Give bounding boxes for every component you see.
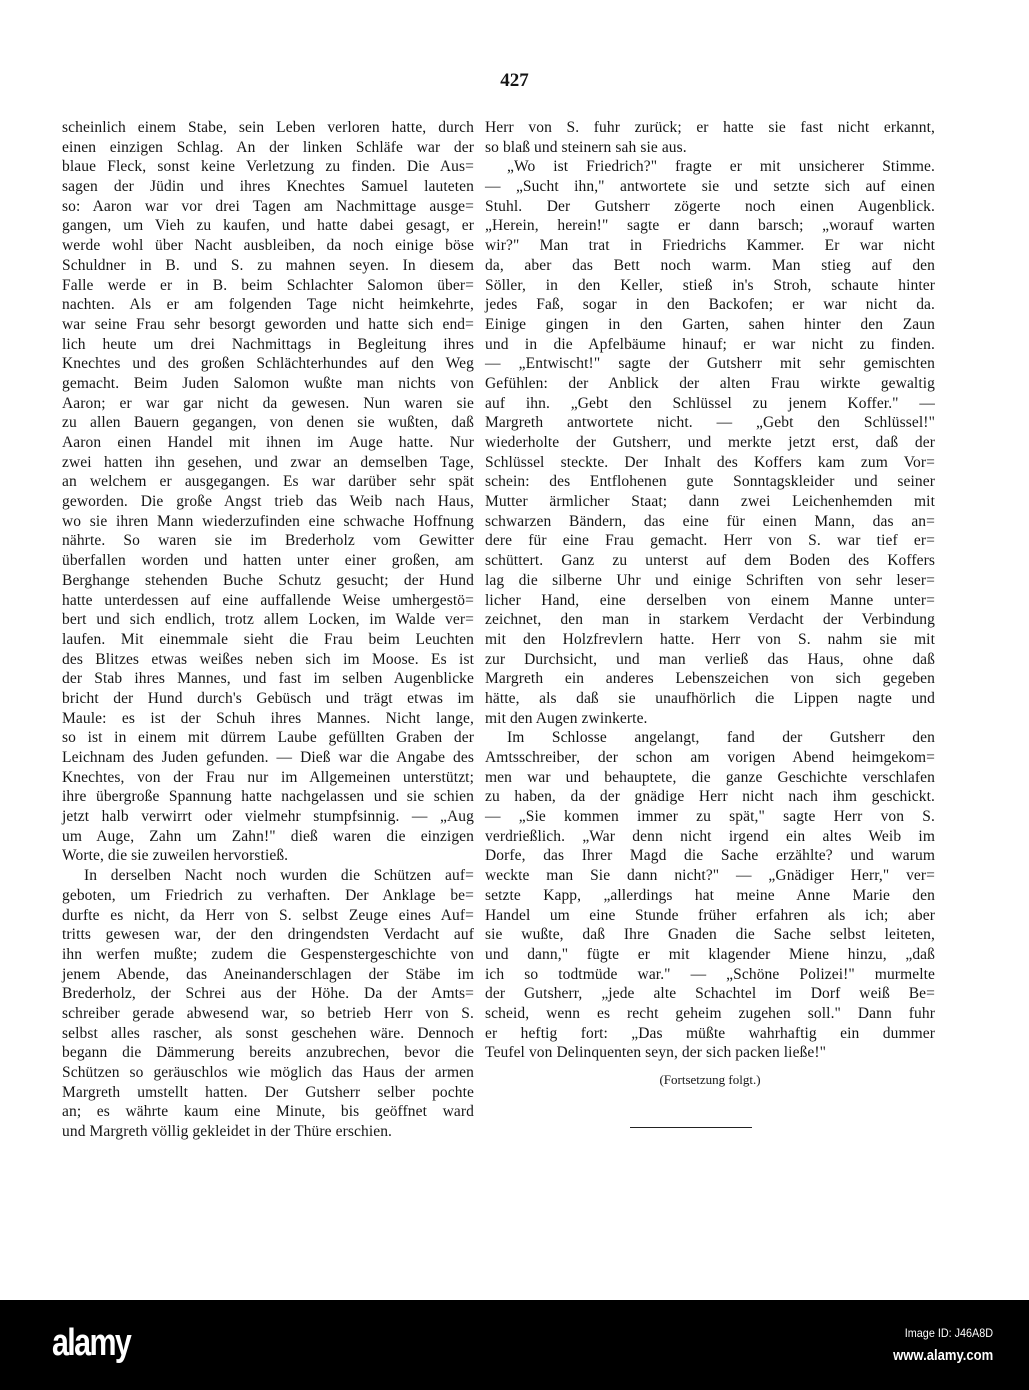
text-line: zwei hatten ihn gesehen, und zwar an demselben Tage,: [62, 453, 474, 471]
text-line: Maule: es ist der Schuh ihres Mannes. Nicht lange,: [62, 709, 474, 727]
continued-note: (Fortsetzung folgt.): [659, 1072, 761, 1087]
text-line: Schlüssel steckte. Der Inhalt des Koffers kam zum Vor=: [485, 453, 935, 471]
text-line: Dorfe, das Ihrer Magd die Sache erzählte? und warum: [485, 847, 935, 865]
text-line: jenem Abende, das Aneinanderschlagen der Stäbe im: [62, 965, 474, 983]
text-line: hatte unterdessen auf eine auffallende Weise umhergestö=: [62, 591, 474, 609]
paragraph: [485, 118, 935, 157]
text-line: tritts gewesen war, der den dringendsten Verdacht auf: [62, 926, 474, 944]
text-line: jedes Faß, sogar in den Backofen; er war nicht da.: [485, 296, 935, 314]
text-line: geboten, um Friedrich zu verhaften. Der Anklage be=: [62, 886, 474, 904]
text-line: sagen der Jüdin und ihres Knechtes Samuel lauteten: [62, 178, 474, 196]
end-rule-divider: [630, 1127, 752, 1128]
right-column: [485, 118, 935, 1063]
text-line: wir?" Man trat in Friedrichs Kammer. Er war nicht: [485, 237, 935, 255]
text-line: selbst alles rascher, als sonst geschehen wäre. Dennoch: [62, 1024, 474, 1042]
text-line: Stuhl. Der Gutsherr zögerte noch einen Augenblick.: [485, 197, 935, 215]
text-line: und in die Apfelbäume hinauf; er war nicht zu finden.: [485, 335, 935, 353]
text-line: der Gutsherr, „jede alte Schachtel im Dorf weiß Be=: [485, 985, 935, 1003]
text-line: da, aber das Bett noch warm. Man stieg auf den: [485, 256, 935, 274]
text-line: zur Durchsicht, und man verließ das Haus, ohne daß: [485, 650, 935, 668]
text-line: Amtsschreiber, der schon am vorigen Abend heimgekom=: [485, 749, 935, 766]
text-line: wiederholte der Gutsherr, und merkte jetzt erst, daß der: [485, 434, 935, 451]
text-line: blaue Fleck, sonst keine Verletzung zu finden. Die Aus=: [62, 158, 474, 176]
text-line: hätte, als daß sie unaufhörlich die Lippen nagte und: [485, 689, 935, 707]
text-line: an; es währte kaum eine Minute, bis geöffnet ward: [62, 1103, 474, 1121]
text-line: lag die silberne Uhr und einige Schriften von sehr leser=: [485, 571, 935, 589]
text-line: so ist in einem mit dürrem Laube gefüllten Graben der: [62, 729, 474, 747]
text-line: setzte Kapp, „allerdings hat meine Anne Marie den: [485, 886, 935, 904]
text-line: laufen. Mit einemmale sieht die Frau beim Leuchten: [62, 630, 474, 648]
text-line: gemacht. Beim Juden Salomon wußte man nichts von: [62, 374, 474, 392]
text-line: Schuldner in B. und S. zu mahnen seyen. In diesem: [62, 256, 474, 274]
text-line: — „Entwischt!" sagte der Gutsherr mit sehr gemischten: [485, 355, 935, 373]
text-line: werde wohl über Nacht ausbleiben, da noch einige böse: [62, 237, 474, 255]
text-line: zu haben, da der gnädige Herr nicht nach ihm geschickt.: [485, 788, 935, 806]
alamy-logo: alamy: [52, 1322, 131, 1364]
text-line: nachten. Als er am folgenden Tage nicht heimkehrte,: [62, 296, 474, 314]
text-line: er heftig fort: „Das müßte wahrhaftig ein dummer: [485, 1024, 935, 1042]
text-line: gangen, um Vieh zu kaufen, und hatte dabei gesagt, er: [62, 217, 474, 235]
text-line: bert und sich endlich, trotz allem Locken, im Walde ver=: [62, 611, 474, 629]
site-url: www.alamy.com: [892, 1348, 993, 1364]
text-line: wo sie ihren Mann wiederzufinden eine schwache Hoffnung: [62, 512, 474, 530]
text-line: scheid, wenn es recht geheim zugehen soll." Dann fuhr: [485, 1004, 935, 1022]
text-line: und Margreth völlig gekleidet in der Thüre erschien.: [62, 1123, 393, 1141]
paragraph: [62, 866, 474, 1142]
text-line: mit den Augen zwinkerte.: [485, 709, 648, 727]
text-line: Handel um eine Stunde früher erfahren als ich; aber: [485, 906, 935, 924]
paragraph: [62, 118, 474, 866]
text-line: jetzt halb verwirrt oder vielmehr stumpfsinnig. — „Aug: [62, 808, 474, 826]
text-line: Schützen so geräuschlos wie möglich das Haus der armen: [62, 1064, 474, 1081]
text-line: dere für eine Frau gemacht. Herr von S. war tief er=: [485, 532, 935, 550]
text-line: Falle werde er in B. beim Schlachter Salomon über=: [62, 276, 474, 294]
text-line: schreiber gerade abwesend war, so betrieb Herr von S.: [62, 1004, 474, 1022]
text-line: des Blitzes etwas weißes neben sich im Moose. Es ist: [62, 650, 474, 668]
text-line: — „Sie kommen immer zu spät," sagte Herr von S.: [485, 808, 935, 826]
text-line: Aaron einen Handel mit ihnen im Auge hatte. Nur: [62, 434, 474, 451]
text-line: überfallen worden und hatten unter einer großen, am: [62, 552, 474, 570]
text-line: lich heute um drei Nachmittags in Begleitung ihres: [62, 335, 474, 353]
text-line: Brederholz, der Schrei aus der Höhe. Da der Amts=: [62, 985, 474, 1003]
text-line: nährte. So waren sie im Brederholz vom Gewitter: [62, 532, 474, 550]
text-line: Herr von S. fuhr zurück; er hatte sie fast nicht erkannt,: [485, 119, 935, 136]
text-line: ihn werfen mußte; zudem die Gespenstergeschichte von: [62, 945, 474, 963]
text-line: so blaß und steinern sah sie aus.: [485, 138, 687, 156]
text-line: Margreth antwortete nicht. — „Gebt den Schlüssel!": [485, 414, 935, 432]
text-line: schein: des Entflohenen gute Sonntagskleider und seiner: [485, 473, 935, 491]
text-line: scheinlich einem Stabe, sein Leben verloren hatte, durch: [62, 119, 474, 136]
text-line: einen einzigen Schlag. An der linken Schläfe war der: [62, 138, 474, 156]
text-line: mit den Holzfrevlern hatte. Herr von S. nahm sie mit: [485, 630, 935, 648]
text-line: so: Aaron war vor drei Tagen am Nachmittage ausge=: [62, 197, 474, 215]
left-column: [62, 118, 474, 1142]
text-line: auf ihn. „Gebt den Schlüssel zu jenem Koffer." —: [485, 394, 935, 412]
text-line: Knechtes, von der Frau nur im Allgemeinen unterstützt;: [62, 768, 474, 786]
text-line: Im Schlosse angelangt, fand der Gutsherr den: [507, 729, 935, 747]
text-line: bricht der Hund durch's Gebüsch und trägt etwas im: [62, 689, 474, 707]
text-line: um Auge, Zahn um Zahn!" dieß waren die einzigen: [62, 827, 474, 845]
text-line: licher Hand, eine derselben von einem Manne unter=: [485, 591, 935, 609]
text-line: — „Sucht ihn," antwortete sie und setzte sich auf einen: [485, 178, 935, 196]
text-line: zu allen Bauern gegangen, von denen sie wußten, daß: [62, 414, 474, 432]
text-line: zeichnet, den man in starkem Verdacht der Verbindung: [485, 611, 935, 629]
text-line: geworden. Die große Angst trieb das Weib nach Haus,: [62, 493, 474, 511]
text-line: Leichnam des Juden gefunden. — Dieß war die Angabe des: [62, 749, 474, 766]
paragraph: [485, 728, 935, 1063]
watermark-footer-bar: [0, 1300, 1029, 1390]
text-line: verdrießlich. „War denn nicht irgend ein altes Weib im: [485, 827, 935, 845]
text-line: Söller, in den Keller, stieß in's Stroh, schaute hinter: [485, 276, 935, 294]
text-line: war seine Frau sehr besorgt geworden und hatte sich end=: [62, 315, 474, 333]
text-line: an welchem er ausgegangen. Es war darüber sehr spät: [62, 473, 474, 491]
text-line: begann die Dämmerung bereits anzubrechen, bevor die: [62, 1044, 474, 1062]
text-line: „Wo ist Friedrich?" fragte er mit unsicherer Stimme.: [507, 158, 935, 176]
image-id-label: Image ID: J46A8D: [904, 1326, 993, 1340]
text-line: Margreth umstellt hatten. Der Gutsherr selber pochte: [62, 1083, 474, 1101]
text-line: durfte es nicht, da Herr von S. selbst Zeuge eines Auf=: [62, 906, 474, 924]
text-line: schüttert. Ganz zu unterst auf dem Boden des Koffers: [485, 552, 935, 570]
text-line: schwarzen Bändern, das eine für einen Mann, das an=: [485, 512, 935, 530]
page-number: 427: [500, 70, 529, 91]
text-line: Worte, die sie zuweilen hervorstieß.: [62, 847, 289, 865]
text-line: Aaron; er war gar nicht da gewesen. Nun waren sie: [62, 394, 474, 412]
text-line: Berghange stehenden Buche Schutz gesucht; der Hund: [62, 571, 474, 589]
text-line: sie wußte, daß Ihre Gnaden die Sache selbst leiteten,: [485, 926, 935, 944]
text-line: „Herein, herein!" sagte er dann barsch; „worauf warten: [485, 217, 935, 235]
text-line: und dann," fügte er mit klagender Miene hinzu, „daß: [485, 945, 935, 963]
text-line: ihre übergroße Spannung hatte nachgelassen und sie schien: [62, 788, 474, 806]
text-line: In derselben Nacht noch wurden die Schützen auf=: [84, 867, 474, 885]
text-line: ich so todtmüde war." — „Schöne Polizei!" murmelte: [485, 965, 935, 983]
text-line: Mutter ärmlicher Staat; dann zwei Leichenhemden mit: [485, 493, 935, 511]
paragraph: [485, 157, 935, 728]
text-line: Margreth ein anderes Lebenszeichen von sich gegeben: [485, 670, 935, 688]
text-line: men war und behauptete, die ganze Geschichte verschlafen: [485, 768, 935, 786]
text-line: weckte man Sie dann nicht?" — „Gnädiger Herr," ver=: [485, 867, 935, 885]
text-line: Gefühlen: der Anblick der alten Frau wirkte gewaltig: [485, 374, 935, 392]
text-line: Knechtes und des großen Schlächterhundes auf den Weg: [62, 355, 474, 373]
text-line: Teufel von Delinquenten seyn, der sich packen ließe!": [485, 1044, 827, 1062]
text-line: Einige gingen in den Garten, sahen hinter den Zaun: [485, 315, 935, 333]
text-line: der Stab ihres Mannes, und fast im selben Augenblicke: [62, 670, 474, 688]
